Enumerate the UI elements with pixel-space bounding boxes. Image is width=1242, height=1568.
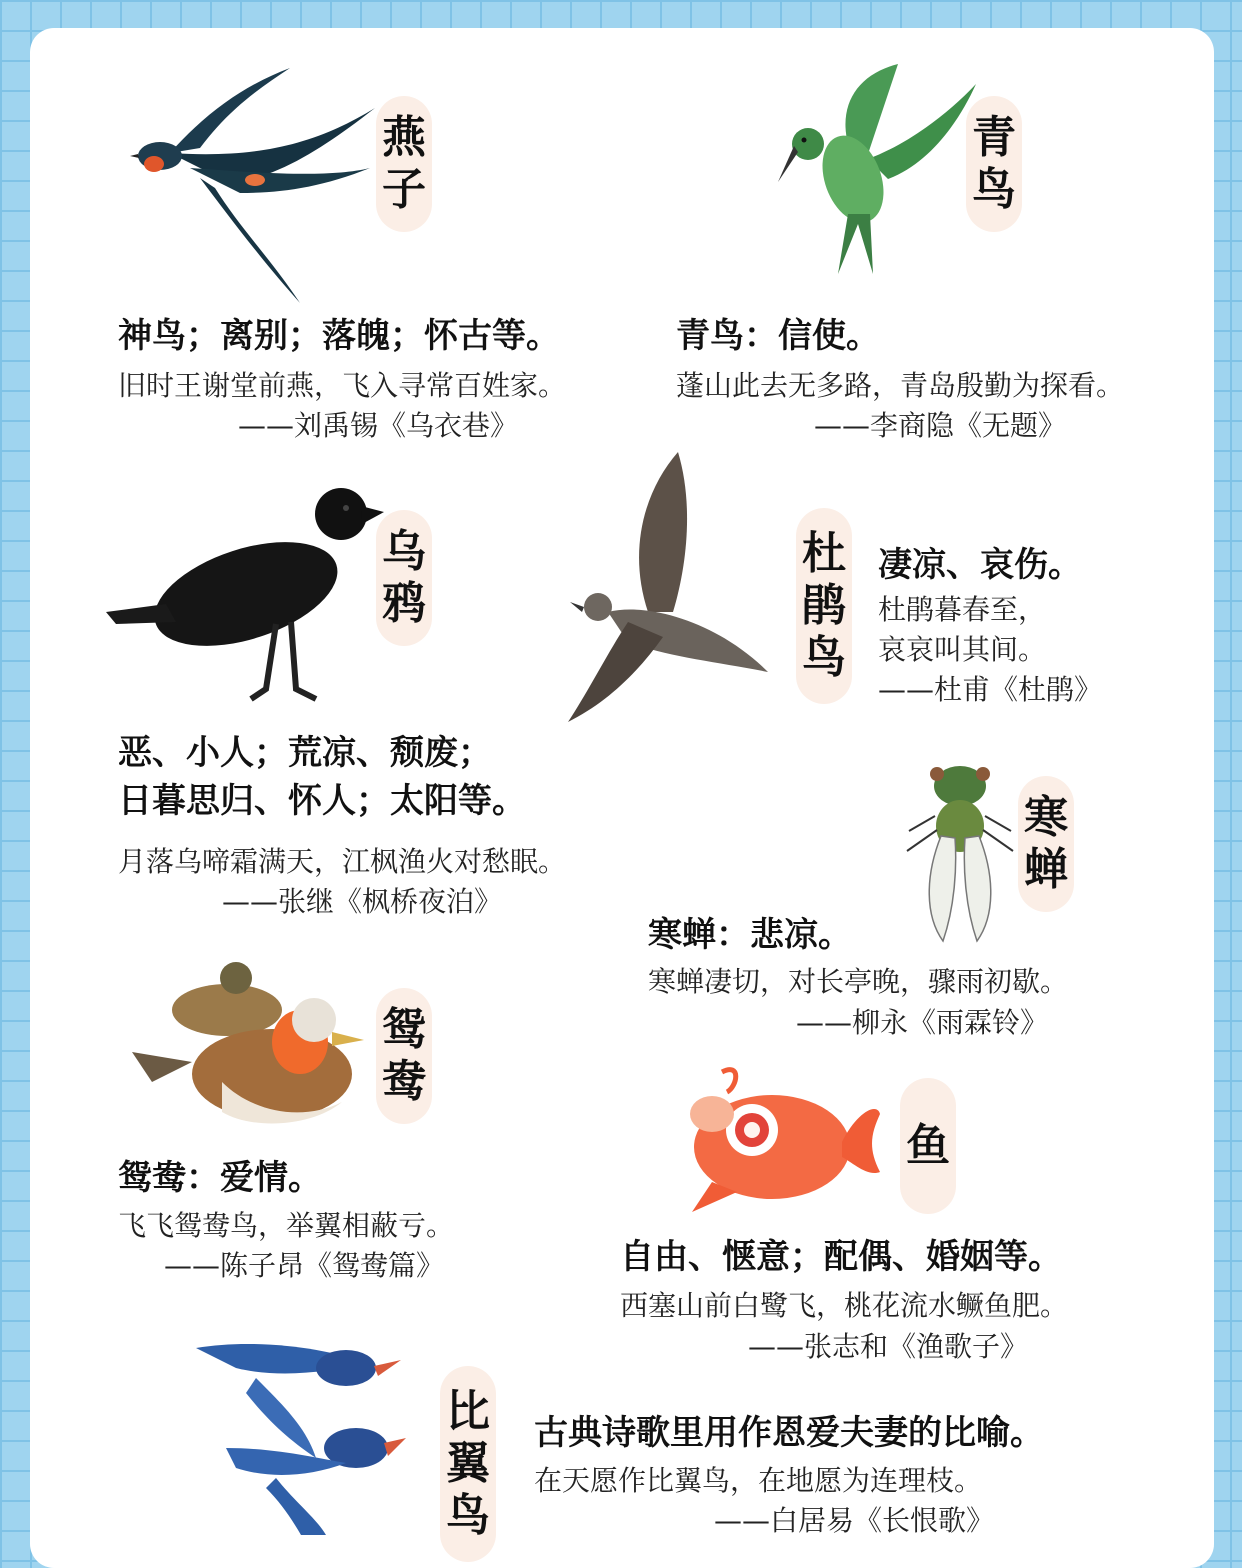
- fish-illustration: [682, 1062, 882, 1217]
- cuckoo-poem-line-1: 杜鹃暮春至，: [878, 593, 1047, 626]
- swallow-illustration: [130, 68, 380, 308]
- pill-cicada: 寒 蝉: [1018, 776, 1074, 912]
- crow-illustration: [106, 484, 386, 706]
- cuckoo-meaning: 凄凉、哀伤。: [878, 545, 1082, 585]
- swallow-author: ——刘禹锡《乌衣巷》: [238, 409, 519, 442]
- pill-cuckoo: 杜 鹃 鸟: [796, 508, 852, 704]
- mandarin-duck-illustration: [132, 962, 367, 1132]
- mandarin-duck-meaning: 鸳鸯：爱情。: [118, 1158, 322, 1198]
- cicada-illustration: [905, 756, 1015, 944]
- pill-swallow: 燕 子: [376, 96, 432, 232]
- bluebird-author: ——李商隐《无题》: [814, 409, 1067, 442]
- pill-fish: 鱼: [900, 1078, 956, 1214]
- cuckoo-poem-line-2: 哀哀叫其间。: [878, 633, 1047, 666]
- biyi-bird-author: ——白居易《长恨歌》: [714, 1504, 995, 1537]
- cicada-author: ——柳永《雨霖铃》: [796, 1006, 1049, 1039]
- crow-author: ——张继《枫桥夜泊》: [222, 885, 503, 918]
- pill-bluebird: 青 鸟: [966, 96, 1022, 232]
- swallow-poem: 旧时王谢堂前燕，飞入寻常百姓家。: [118, 369, 567, 402]
- cuckoo-author: ——杜甫《杜鹃》: [878, 673, 1103, 706]
- fish-author: ——张志和《渔歌子》: [748, 1330, 1029, 1363]
- mandarin-duck-poem: 飞飞鸳鸯鸟，举翼相蔽亏。: [118, 1209, 455, 1242]
- crow-poem: 月落乌啼霜满天，江枫渔火对愁眠。: [118, 845, 567, 878]
- pill-mandarin-duck: 鸳 鸯: [376, 988, 432, 1124]
- swallow-meaning: 神鸟；离别；落魄；怀古等。: [118, 316, 560, 356]
- mandarin-duck-author: ——陈子昂《鸳鸯篇》: [164, 1249, 445, 1282]
- bluebird-poem: 蓬山此去无多路，青岛殷勤为探看。: [676, 369, 1125, 402]
- fish-poem: 西塞山前白鹭飞，桃花流水鳜鱼肥。: [620, 1289, 1069, 1322]
- biyi-bird-meaning: 古典诗歌里用作恩爱夫妻的比喻。: [534, 1413, 1044, 1453]
- bluebird-meaning: 青鸟：信使。: [676, 316, 880, 356]
- cicada-meaning: 寒蝉：悲凉。: [648, 915, 852, 955]
- pill-biyi-bird: 比 翼 鸟: [440, 1366, 496, 1562]
- crow-meaning-line-2: 日暮思归、怀人；太阳等。: [118, 781, 526, 821]
- cuckoo-illustration: [568, 452, 773, 727]
- fish-meaning: 自由、惬意；配偶、婚姻等。: [620, 1237, 1062, 1277]
- biyi-bird-illustration: [196, 1338, 406, 1535]
- bluebird-illustration: [778, 64, 978, 279]
- crow-meaning-line-1: 恶、小人；荒凉、颓废；: [118, 733, 492, 773]
- cicada-poem: 寒蝉凄切，对长亭晚，骤雨初歇。: [648, 965, 1069, 998]
- pill-crow: 乌 鸦: [376, 510, 432, 646]
- biyi-bird-poem: 在天愿作比翼鸟，在地愿为连理枝。: [534, 1464, 983, 1497]
